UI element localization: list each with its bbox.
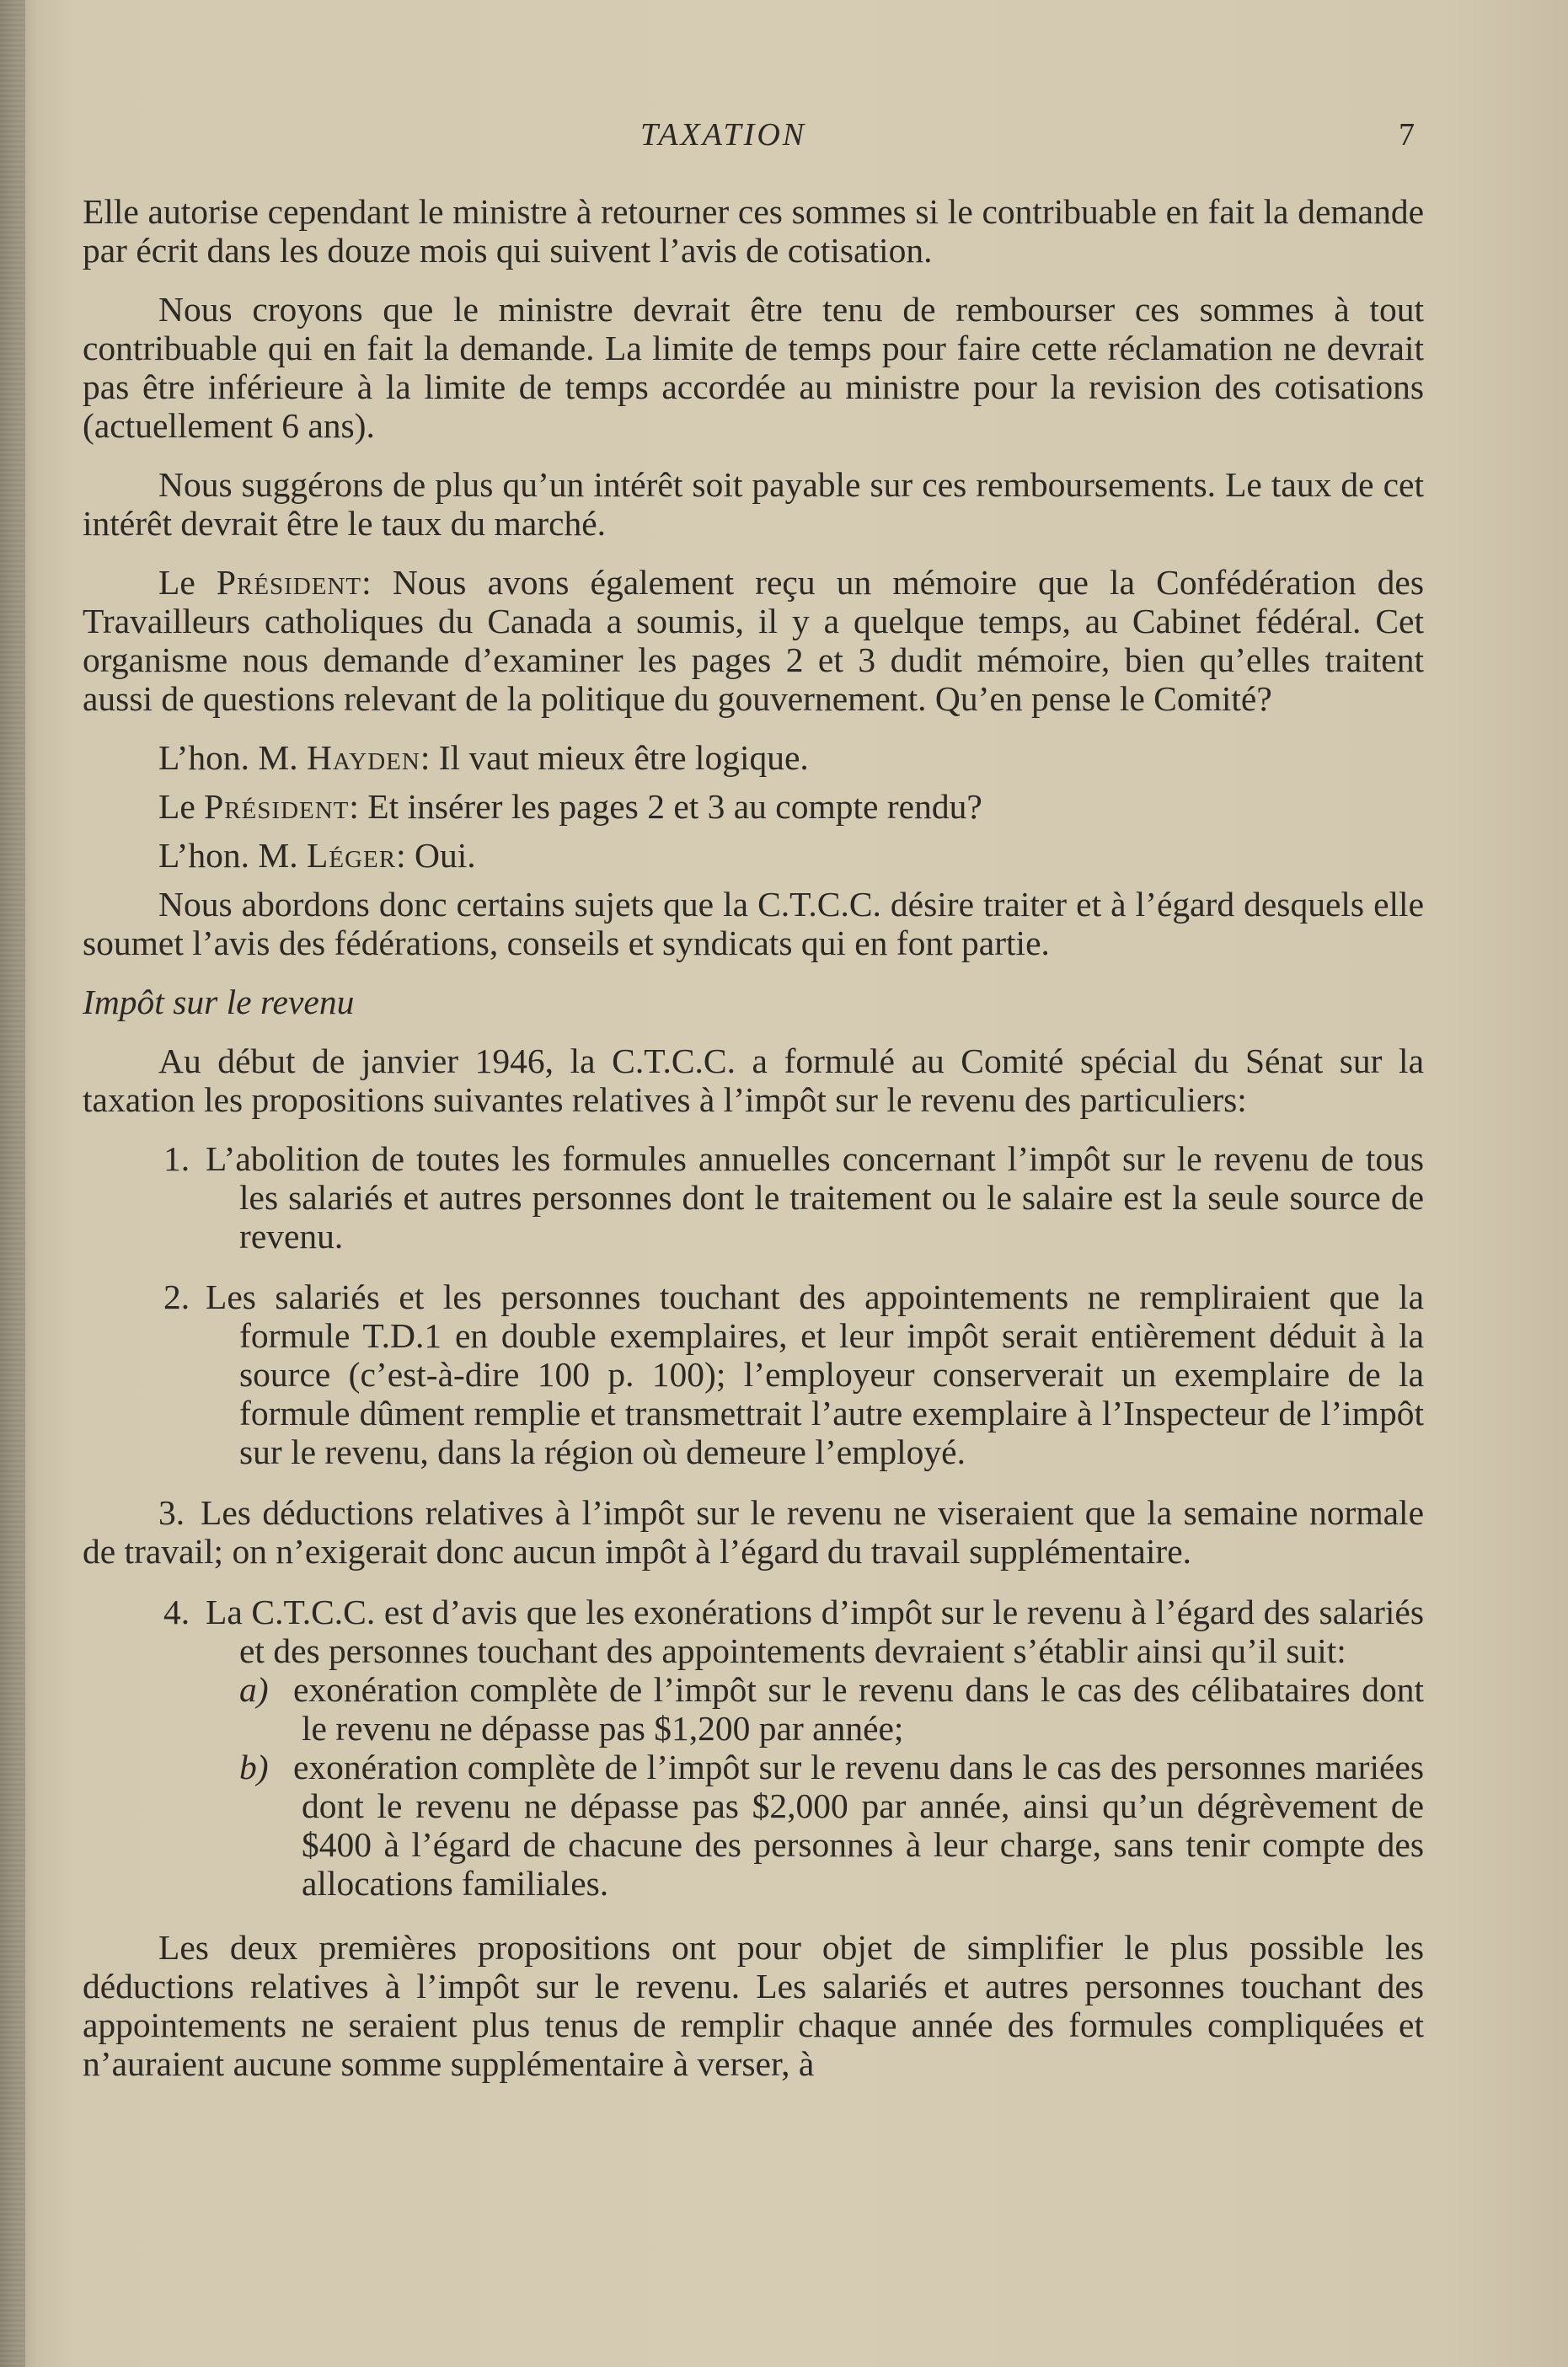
item-text: Les déductions relatives à l’impôt sur le revenu ne viseraient que la semaine normale de travail; on n’exigerait donc aucun impôt à l’égard du travail supplémentaire. [83, 1493, 1424, 1571]
sub-item-letter: a) [239, 1670, 269, 1709]
paragraph-interest: Nous suggérons de plus qu’un intérêt soit payable sur ces remboursements. Le taux de cet intérêt devrait être le taux du marché. [83, 465, 1424, 543]
item-text: Les salariés et les personnes touchant des appointements ne rempliraient que la formule T.D.1 en double exemplaires, et leur impôt serait entièrement déduit à la source (c’est-à-dire 100 p. 100); l’employeur conserverait un exemplaire de la formule dûment remplie et transmettrait l’autre exemplaire à l’Inspecteur de l’impôt sur le revenu, dans la région où demeure l’employé. [206, 1277, 1424, 1471]
speaker-name: Léger [307, 836, 397, 875]
item-number: 4. [163, 1593, 190, 1631]
section-heading: Impôt sur le revenu [83, 983, 355, 1021]
page-number: 7 [1399, 117, 1415, 153]
speech-text: : Oui. [396, 836, 476, 875]
sub-item-letter: b) [239, 1748, 269, 1786]
speech-text: : Nous avons également reçu un mémoire que la Confédération des Travailleurs catholiques du Canada a soumis, il y a quelque temps, au Cabinet fédéral. Cet organisme nous demande d’examiner les pages 2 et 3 dudit mémoire, bien qu’elles traitent aussi de questions relevant de la politique du gouvernement. Qu’en pense le Comité? [83, 563, 1424, 718]
speaker-prefix: L’hon. M. [158, 836, 308, 875]
sub-item-text: exonération complète de l’impôt sur le revenu dans le cas des célibataires dont le revenu ne dépasse pas $1,200 par année; [293, 1670, 1424, 1748]
item-number: 2. [163, 1277, 190, 1316]
paragraph-simplification: Les deux premières propositions ont pour objet de simplifier le plus possible les déductions relatives à l’impôt sur le revenu. Les salariés et autres personnes touchant des appointements ne seraient plus tenus de remplir chaque année des formules compliquées et n’auraient aucune somme supplémentaire à verser, à [83, 1928, 1424, 2083]
page-binding-edge [0, 0, 25, 2367]
speaker-name: Hayden [307, 738, 420, 777]
item-text: La C.T.C.C. est d’avis que les exonérations d’impôt sur le revenu à l’égard des salariés et des personnes touchant des appointements devraient s’établir ainsi qu’il suit: [206, 1593, 1424, 1670]
body-text [83, 192, 1424, 2103]
paragraph-leger [83, 836, 1424, 875]
speaker-prefix: Le [158, 563, 217, 602]
item-number: 1. [163, 1139, 190, 1178]
paragraph-president-memoire [83, 563, 1424, 718]
running-header [0, 116, 1568, 158]
paragraph-continuation: Elle autorise cependant le ministre à retourner ces sommes si le contribuable en fait la demande par écrit dans les douze mois qui suivent l’avis de cotisation. [83, 192, 1424, 270]
sub-item [83, 1748, 1424, 1903]
paragraph-propositions-intro: Au début de janvier 1946, la C.T.C.C. a formulé au Comité spécial du Sénat sur la taxation les propositions suivantes relatives à l’impôt sur le revenu des particuliers: [83, 1042, 1424, 1119]
list-item [83, 1139, 1424, 1256]
speaker-name: Président [204, 787, 350, 826]
speech-text: : Et insérer les pages 2 et 3 au compte rendu? [349, 787, 982, 826]
item-number: 3. [158, 1493, 185, 1532]
list-item [83, 1593, 1424, 1670]
speaker-prefix: Le [158, 787, 205, 826]
paragraph-ctcc-subjects: Nous abordons donc certains sujets que la C.T.C.C. désire traiter et à l’égard desquels elle soumet l’avis des fédérations, conseils et syndicats qui en font partie. [83, 885, 1424, 962]
sub-item-text: exonération complète de l’impôt sur le revenu dans le cas des personnes mariées dont le revenu ne dépasse pas $2,000 par année, ainsi qu’un dégrèvement de $400 à l’égard de chacune des personnes à leur charge, sans tenir compte des allocations familiales. [293, 1748, 1424, 1903]
running-title: TAXATION [640, 117, 807, 153]
paragraph-president-insert [83, 787, 1424, 826]
item-text: L’abolition de toutes les formules annuelles concernant l’impôt sur le revenu de tous les salariés et autres personnes dont le traitement ou le salaire est la seule source de revenu. [206, 1139, 1424, 1256]
sub-item [83, 1670, 1424, 1748]
list-item [83, 1493, 1424, 1571]
speaker-prefix: L’hon. M. [158, 738, 308, 777]
speaker-name: Président [216, 563, 362, 602]
paragraph-refund: Nous croyons que le ministre devrait être tenu de rembourser ces sommes à tout contribuable qui en fait la demande. La limite de temps pour faire cette réclamation ne devrait pas être inférieure à la limite de temps accordée au ministre pour la revision des cotisations (actuellement 6 ans). [83, 290, 1424, 445]
list-item [83, 1277, 1424, 1471]
speech-text: : Il vaut mieux être logique. [420, 738, 809, 777]
paragraph-hayden [83, 738, 1424, 777]
